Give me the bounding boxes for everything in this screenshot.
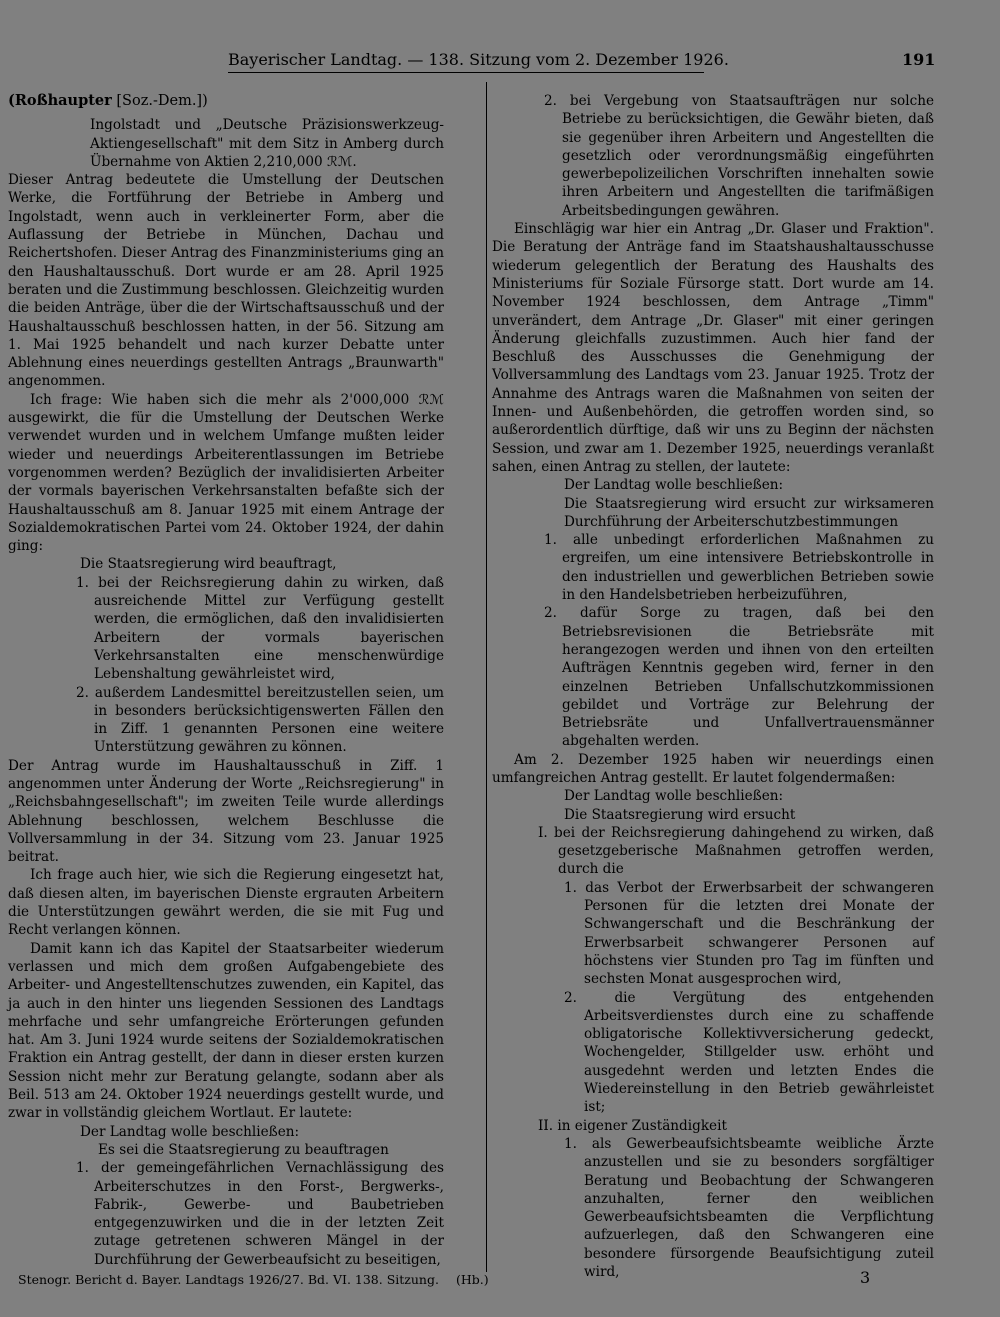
paragraph: Der Landtag wolle beschließen: bbox=[80, 1123, 300, 1140]
paragraph: Der Landtag wolle beschließen: bbox=[564, 477, 784, 494]
page-number: 191 bbox=[902, 50, 936, 69]
paragraph: Der Landtag wolle beschließen: bbox=[564, 788, 784, 805]
list-item: 2. außerdem Landesmittel bereitzustellen seien, um in besonders berücksichtigenswerten Fällen den in Ziff. 1 genannten Personen eine weitere Unterstützung gewähren zu können. bbox=[76, 684, 444, 756]
paragraph: Ich frage auch hier, wie sich die Regierung eingesetzt hat, daß diesen alten, im bayerischen Dienste ergrauten Arbeitern die Unterstützungen gewährt werden, die sie mit Fug und Recht verlangen können. bbox=[8, 867, 444, 939]
paragraph: Ingolstadt und „Deutsche Präzisionswerkzeug-Aktiengesellschaft" mit dem Sitz in Amberg durch Übernahme von Aktien 2,210,000 ℛℳ. bbox=[90, 117, 444, 170]
list-item: II. in eigener Zuständigkeit bbox=[538, 1117, 727, 1134]
list-item: 1. das Verbot der Erwerbsarbeit der schwangeren Personen für die letzten drei Monate der Schwangerschaft und die Beschränkung der Erwerbsarbeit schwangerer Personen auf höchstens vier Stunden pro Tag im fünften und sechsten Monat ausgesprochen wird, bbox=[564, 879, 934, 988]
list-item: 1. als Gewerbeaufsichtsbeamte weibliche Ärzte anzustellen und sie zu besonders sorgfältiger Beratung und Beobachtung der Schwangeren anzuhalten, ferner den weiblichen Gewerbeaufsichtsbeamten die Verpflichtung aufzuerlegen, daß den Schwangeren eine besondere fürsorgende Beaufsichtigung zuteil wird, bbox=[564, 1135, 934, 1280]
speaker-party: [Soz.-Dem.]) bbox=[116, 93, 208, 109]
footer-citation: Stenogr. Bericht d. Bayer. Landtags 1926/27. Bd. VI. 138. Sitzung. bbox=[18, 1272, 439, 1287]
paragraph: Einschlägig war hier ein Antrag „Dr. Glaser und Fraktion". Die Beratung der Anträge fand im Staatshaushaltausschusse wiederum gelegentlich der Beratung des Haushalts des Ministeriums für Soziale Fürsorge statt. Dort wurde am 14. November 1924 beschlossen, dem Antrage „Timm" unverändert, dem Antrage „Dr. Glaser" mit einer geringen Änderung gleichfalls zuzustimmen. Auch hier fand der Beschluß des Ausschusses die Genehmigung der Vollversammlung des Landtags vom 23. Januar 1925. Trotz der Annahme des Antrags waren die Maßnahmen von seiten der Innen- und Außenbehörden, die getroffen worden sind, so außerordentlich dürftige, daß wir uns zu Beginn der nächsten Session, und zwar am 1. Dezember 1925, neuerdings veranlaßt sahen, einen Antrag zu stellen, der lautete: bbox=[492, 221, 934, 475]
paragraph: Dieser Antrag bedeutete die Umstellung der Deutschen Werke, die Fortführung der Betriebe in Amberg und Ingolstadt, wenn auch in verkleinerter Form, aber die Auflassung der Betriebe in München, Dachau und Reichertshofen. Dieser Antrag des Finanzministeriums ging an den Haushaltausschuß. Dort wurde er am 28. April 1925 beraten und die Zustimmung beschlossen. Gleichzeitig wurden die beiden Anträge, über die der Wirtschaftsausschuß und der Haushaltausschuß beschlossen hatten, in der 56. Sitzung am 1. Mai 1925 behandelt und nach kurzer Debatte unter Ablehnung eines neuerdings gestellten Antrags „Braunwarth" angenommen. bbox=[8, 172, 444, 390]
paragraph: Es sei die Staatsregierung zu beauftragen bbox=[98, 1141, 389, 1158]
page-header bbox=[0, 50, 1000, 74]
list-item: 1. bei der Reichsregierung dahin zu wirken, daß ausreichende Mittel zur Verfügung gestellt werden, die ermöglichen, daß den invalidisierten Arbeitern der vormals bayerischen Verkehrsanstalten eine menschenwürdige Lebenshaltung gewährleistet wird, bbox=[76, 574, 444, 683]
speaker-name: (Roßhaupter bbox=[8, 92, 112, 109]
right-column bbox=[492, 92, 934, 1281]
paragraph: Die Staatsregierung wird beauftragt, bbox=[80, 556, 337, 573]
sheet-signature: 3 bbox=[860, 1268, 871, 1287]
running-title: Bayerischer Landtag. — 138. Sitzung vom 2. Dezember 1926. bbox=[228, 50, 729, 69]
speaker-line bbox=[8, 92, 444, 110]
paragraph: Die Staatsregierung wird ersucht zur wirksameren Durchführung der Arbeiterschutzbestimmungen bbox=[564, 495, 934, 530]
header-rule bbox=[228, 72, 704, 73]
paragraph: Am 2. Dezember 1925 haben wir neuerdings einen umfangreichen Antrag gestellt. Er lautet folgendermaßen: bbox=[492, 751, 934, 786]
page-footer bbox=[0, 1268, 1000, 1292]
paragraph: Die Staatsregierung wird ersucht bbox=[564, 806, 796, 823]
list-item: 2. dafür Sorge zu tragen, daß bei den Betriebsrevisionen die Betriebsräte mit herangezogen werden und ihnen von den erteilten Aufträgen Kenntnis gegeben wird, ferner in den einzelnen Betrieben Unfallschutzkommissionen gebildet und Vorträge zur Belehrung der Betriebsräte und Unfallvertrauensmänner abgehalten werden. bbox=[544, 605, 934, 750]
column-divider bbox=[486, 82, 487, 1272]
list-item: I. bei der Reichsregierung dahingehend zu wirken, daß gesetzgeberische Maßnahmen getroffen werden, durch die bbox=[538, 824, 934, 878]
paragraph: Der Antrag wurde im Haushaltausschuß in Ziff. 1 angenommen unter Änderung der Worte „Reichsregierung" in „Reichsbahngesellschaft"; im zweiten Teile wurde allerdings Ablehnung beschlossen, welchem Beschlusse die Vollversammlung in der 34. Sitzung vom 23. Januar 1925 beitrat. bbox=[8, 757, 444, 866]
list-item: 2. die Vergütung des entgehenden Arbeitsverdienstes durch eine zu schaffende obligatorische Kollektivversicherung gedeckt, Wochengelder, Stillgelder usw. erhöht und ausgedehnt werden und letzten Endes die Wiedereinstellung in den Betrieb gewährleistet ist; bbox=[564, 989, 934, 1116]
list-item: 1. alle unbedingt erforderlichen Maßnahmen zu ergreifen, um eine intensivere Betriebskontrolle in den industriellen und gewerblichen Betrieben sowie in den Handelsbetrieben herbeizuführen, bbox=[544, 532, 934, 604]
paragraph: Ich frage: Wie haben sich die mehr als 2'000,000 ℛℳ ausgewirkt, die für die Umstellung der Deutschen Werke verwendet wurden und in welchem Umfange mußten leider wieder und neuerdings Arbeiterentlassungen im Betriebe vorgenommen werden? Bezüglich der invalidisierten Arbeiter der vormals bayerischen Verkehrsanstalten befaßte sich der Haushaltausschuß am 8. Januar 1925 mit einem Antrage der Sozialdemokratischen Partei vom 24. Oktober 1924, der dahin ging: bbox=[8, 391, 444, 555]
list-item: 2. bei Vergebung von Staatsaufträgen nur solche Betriebe zu berücksichtigen, die Gewähr bieten, daß sie gegenüber ihren Arbeitern und Angestellten die gesetzlich oder verordnungsmäßig eingeführten gewerbepolizeilichen Vorschriften innehalten sowie ihren Arbeitern und Angestellten die tarifmäßigen Arbeitsbedingungen gewähren. bbox=[544, 93, 934, 219]
left-column bbox=[8, 92, 444, 1269]
footer-stenographer: (Hb.) bbox=[456, 1272, 489, 1287]
list-item: 1. der gemeingefährlichen Vernachlässigung des Arbeiterschutzes in den Forst-, Bergwerks-, Fabrik-, Gewerbe- und Baubetrieben entgegenzuwirken und die in der letzten Zeit zutage getretenen schweren Mängel in der Durchführung der Gewerbeaufsicht zu beseitigen, bbox=[76, 1160, 444, 1268]
paragraph: Damit kann ich das Kapitel der Staatsarbeiter wiederum verlassen und mich dem großen Aufgabengebiete des Arbeiter- und Angestelltenschutzes zuwenden, ein Kapitel, das ja auch in den hinter uns liegenden Sessionen des Landtags mehrfache und sehr umfangreiche Erörterungen gefunden hat. Am 3. Juni 1924 wurde seitens der Sozialdemokratischen Fraktion ein Antrag gestellt, der dann in dieser ersten kurzen Session nicht mehr zur Beratung gelangte, sodann aber als Beil. 513 am 24. Oktober 1924 neuerdings gestellt wurde, und zwar in vollständig gleichem Wortlaut. Er lautete: bbox=[8, 940, 444, 1122]
